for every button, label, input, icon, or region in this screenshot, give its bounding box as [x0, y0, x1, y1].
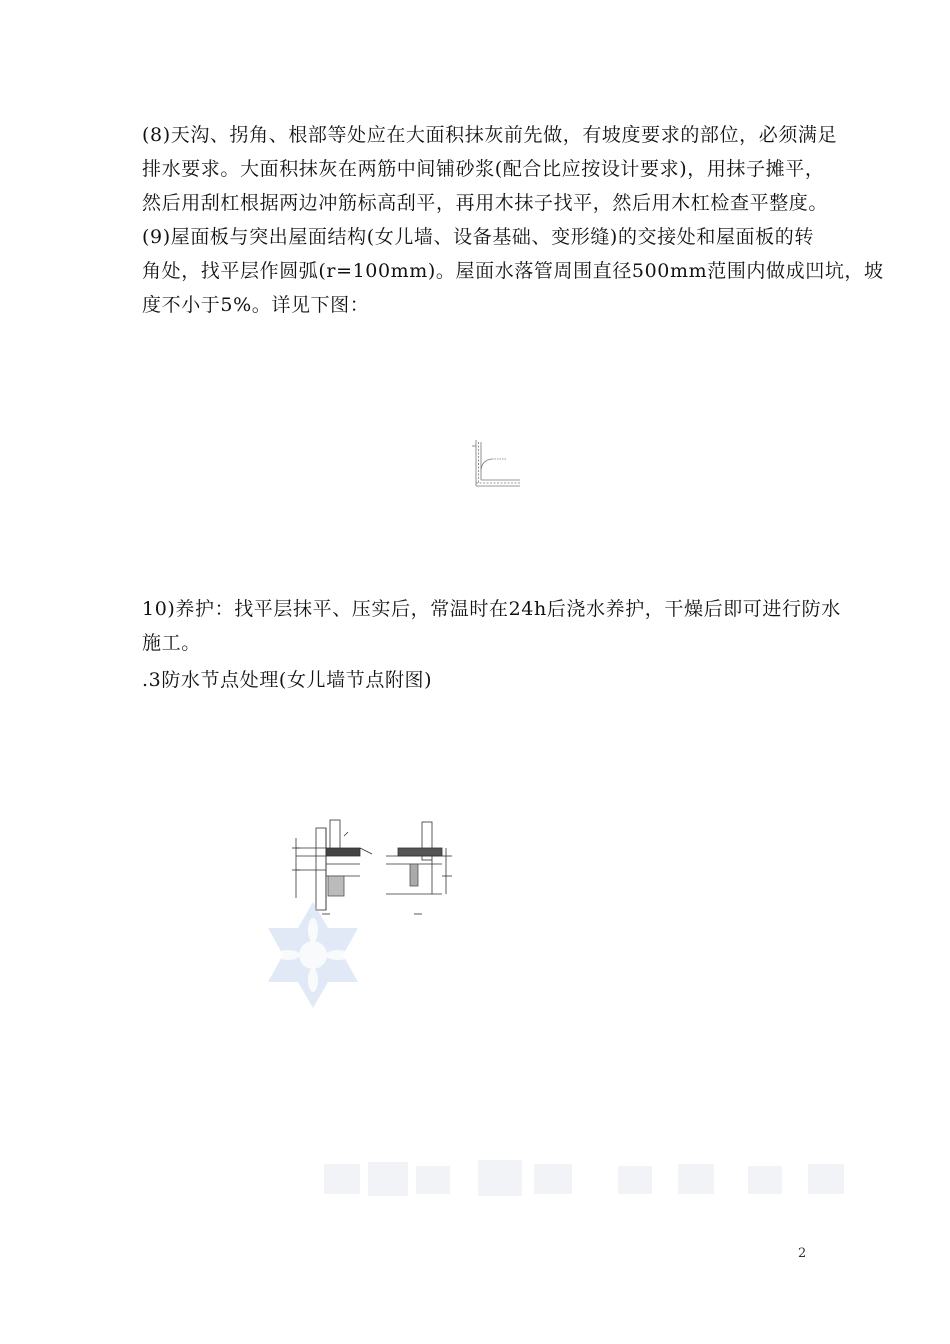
text-line: 度不小于5%。详见下图：	[142, 294, 370, 316]
section-heading-waterproof-nodes	[142, 663, 810, 697]
page-number: 2	[798, 1246, 807, 1261]
text-line: 角处，找平层作圆弧(r=100mm)。屋面水落管周围直径500mm范围内做成凹坑，坡	[142, 260, 884, 282]
corner-arc-detail-figure	[470, 436, 524, 490]
watermark-text-band	[318, 1150, 858, 1210]
text-line: 施工。	[142, 632, 201, 654]
text-line: (9)屋面板与突出屋面结构(女儿墙、设备基础、变形缝)的交接处和屋面板的转	[142, 226, 814, 248]
paragraph-8-9	[142, 118, 884, 322]
text-line: .3防水节点处理(女儿墙节点附图)	[142, 669, 433, 691]
watermark-logo	[258, 900, 368, 1010]
paragraph-10	[142, 592, 841, 660]
text-line: 排水要求。大面积抹灰在两筋中间铺砂浆(配合比应按设计要求)，用抹子摊平，	[142, 158, 825, 180]
text-line: 10)养护：找平层抹平、压实后，常温时在24h后浇水养护，干燥后即可进行防水	[142, 598, 841, 620]
text-line: (8)天沟、拐角、根部等处应在大面积抹灰前先做，有坡度要求的部位，必须满足	[142, 124, 838, 146]
text-line: 然后用刮杠根据两边冲筋标高刮平，再用木抹子找平，然后用木杠检查平整度。	[142, 192, 829, 214]
